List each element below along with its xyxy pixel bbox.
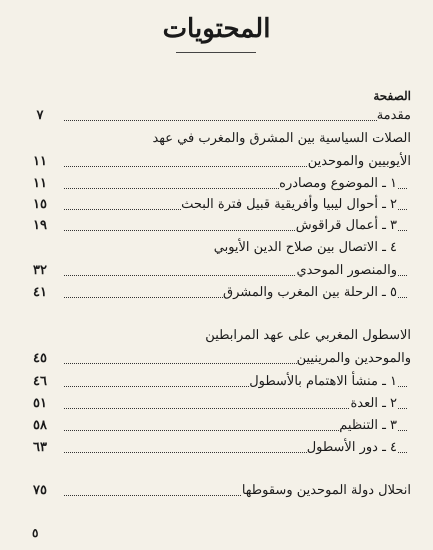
entry-title: والموحدين والمرينيين	[296, 351, 411, 366]
entry-title: والمنصور الموحدي	[296, 263, 397, 278]
entry-page: ١٥	[33, 197, 47, 212]
entry-title: الأيوبيين والموحدين	[307, 154, 411, 169]
leader-dots	[64, 120, 407, 121]
page-title: المحتويات	[162, 14, 271, 44]
toc-entry	[20, 131, 411, 151]
toc-subentry	[20, 396, 411, 416]
page-column-header: الصفحة	[373, 89, 411, 103]
toc-entry	[20, 483, 411, 503]
toc-entry	[20, 351, 411, 371]
entry-page: ٥٨	[33, 418, 47, 433]
entry-page: ٤٦	[33, 374, 47, 389]
toc-entry	[20, 154, 411, 174]
entry-title: ١ ـ الموضوع ومصادره	[279, 176, 397, 191]
entry-title: ٥ ـ الرحلة بين المغرب والمشرق	[223, 285, 397, 300]
entry-title: مقدمة	[376, 108, 411, 123]
toc-entry	[20, 328, 411, 348]
toc-subentry	[20, 285, 411, 305]
entry-title: ١ ـ منشأ الاهتمام بالأسطول	[249, 374, 397, 389]
toc-entry	[20, 108, 411, 128]
entry-page: ١٩	[33, 218, 47, 233]
entry-page: ٤١	[33, 285, 47, 300]
toc-subentry	[20, 218, 411, 238]
entry-title: ٤ ـ دور الأسطول	[306, 440, 397, 455]
entry-page: ٧٥	[33, 483, 47, 498]
entry-title: ٣ ـ أعمال قراقوش	[295, 218, 397, 233]
toc-subentry	[20, 240, 411, 260]
title-underline	[176, 52, 256, 53]
entry-page: ٣٢	[33, 263, 47, 278]
entry-page: ٤٥	[33, 351, 47, 366]
entry-title: انحلال دولة الموحدين وسقوطها	[241, 483, 411, 498]
entry-page: ١١	[33, 176, 47, 191]
entry-page: ١١	[33, 154, 47, 169]
entry-page: ٦٣	[33, 440, 47, 455]
entry-title: الاسطول المغربي على عهد المرابطين	[205, 328, 411, 343]
toc-subentry	[20, 440, 411, 460]
toc-subentry	[20, 374, 411, 394]
toc-subentry	[20, 263, 411, 283]
entry-page: ٧	[36, 108, 44, 123]
toc-subentry	[20, 418, 411, 438]
entry-page: ٥١	[33, 396, 47, 411]
entry-title: ٤ ـ الاتصال بين صلاح الدين الأيوبي	[213, 240, 397, 255]
page-number: ٥	[32, 526, 39, 540]
entry-title: ٣ ـ التنظيم	[339, 418, 397, 433]
toc-subentry	[20, 197, 411, 217]
entry-title: الصلات السياسية بين المشرق والمغرب في عهد	[152, 131, 411, 146]
toc-subentry	[20, 176, 411, 196]
entry-title: ٢ ـ أحوال ليبيا وأفريقية قبيل فترة البحث	[181, 197, 397, 212]
entry-title: ٢ ـ العدة	[350, 396, 397, 411]
